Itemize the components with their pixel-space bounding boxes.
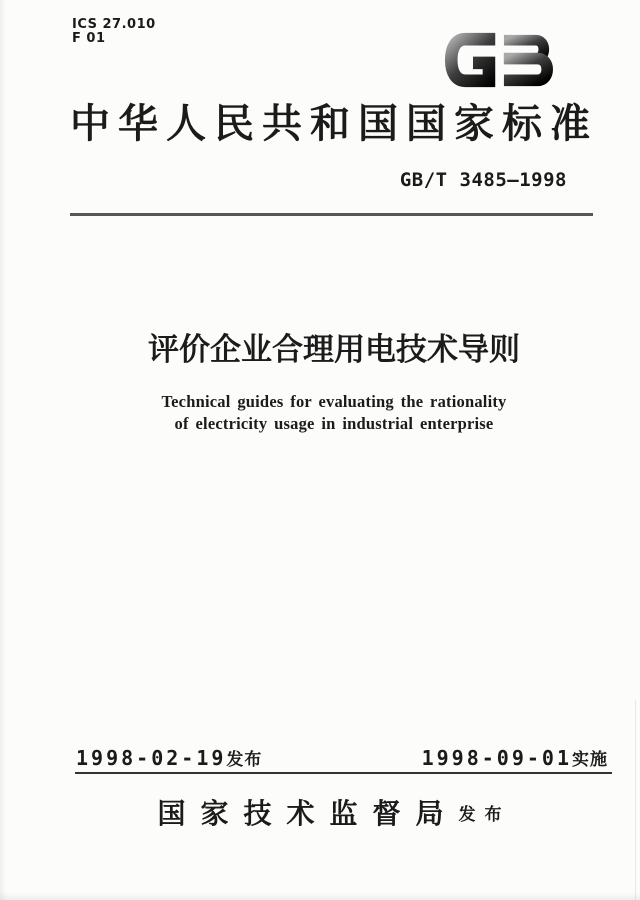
ics-code: ICS 27.010 (72, 17, 156, 32)
standard-title-en (26, 391, 640, 434)
scan-edge-left (0, 0, 6, 900)
classification-codes (72, 18, 156, 46)
issue-label: 发布 (226, 750, 263, 769)
implementation-date: 1998-09-01 (421, 746, 572, 770)
footer-divider-rule (75, 772, 612, 774)
issuing-authority-block (26, 796, 640, 837)
gb-logo-icon (443, 31, 561, 89)
standard-number: GB/T 3485—1998 (399, 169, 567, 191)
doc-class-code: F 01 (72, 31, 106, 46)
issuing-authority-suffix: 发布 (458, 805, 511, 824)
header-divider-rule (70, 213, 593, 216)
scan-edge-bottom (0, 892, 640, 900)
issue-date-block (76, 745, 262, 770)
issue-date: 1998-02-19 (76, 746, 227, 770)
national-standard-heading: 中华人民共和国国家标准 (70, 101, 598, 146)
standard-title-zh: 评价企业合理用电技术导则 (148, 332, 520, 367)
issuing-authority-name: 国家技术监督局 (157, 798, 459, 829)
standard-title-en-line2: of electricity usage in industrial enterprise (174, 413, 494, 433)
implementation-label: 实施 (572, 750, 608, 769)
implementation-date-block (422, 745, 608, 770)
standard-title-en-line1: Technical guides for evaluating the rationality (161, 392, 507, 411)
